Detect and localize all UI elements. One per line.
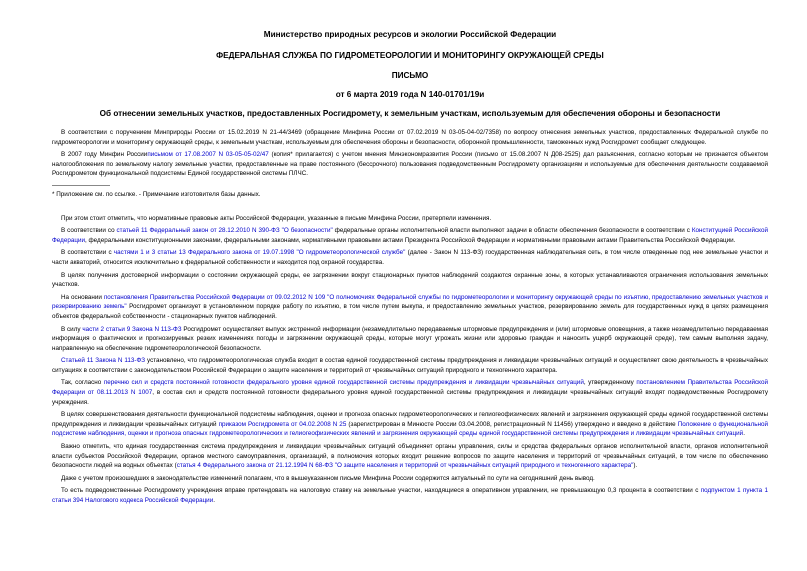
paragraph-7 <box>52 293 768 322</box>
link-law-68-article-4[interactable]: статья 4 Федерального закона от 21.12.1994 N 68-ФЗ "О защите населения и территорий от чрезвычайных ситуаций природного и техногенного характера" <box>176 462 634 470</box>
document-type: ПИСЬМО <box>391 71 429 80</box>
link-tax-code-394[interactable]: подпунктом 1 пункта 1 статьи 394 Налогового кодекса Российской Федерации <box>52 487 769 504</box>
paragraph-9-text-b: установлено, что гидрометеорологическая служба входит в состав единой государственной системы предупреждения и ликвидации чрезвычайных ситуаций и осуществляет свою деятельность в чрезвычайных ситуациях в соответствии с законодательством Российской Федерации о защите населения и территорий от чрезвычайных ситуаций природного и техногенного характера. <box>52 357 768 374</box>
paragraph-6: В целях получения достоверной информации о состоянии окружающей среды, ее загрязнении вокруг стационарных пунктов наблюдений создаются охранные зоны, в которых устанавливаются ограничения использования земельных участков. <box>52 271 768 289</box>
paragraph-9 <box>52 356 768 375</box>
paragraph-10-text-b: , утвержденному <box>583 379 637 387</box>
paragraph-10 <box>52 378 768 407</box>
paragraph-12-text-a: Важно отметить, что единая государственная система предупреждения и ликвидации чрезвычайных ситуаций объединяет органы управления, силы и средства федеральных органов исполнительной власти, органов исполнительной власти субъектов Российской Федерации, органов местного самоуправления, организаций, в полномочия которых входит решение вопросов по защите населения и территорий от чрезвычайных ситуаций, в том числе по обеспечению безопасности людей на водных объектах ( <box>52 443 768 470</box>
document-page <box>52 30 768 509</box>
paragraph-1: В соответствии с поручением Минприроды России от 15.02.2019 N 21-44/3469 (обращение Минфина России от 07.02.2019 N 03-05-04-02/7358) по вопросу отнесения земельных участков, предоставленных Федеральной службе по гидрометеорологии и мониторингу окружающей среды, к земельным участкам, используемым для обеспечения обороны и безопасности, оборонной промышленности, таможенных нужд Росгидромет сообщает следующее. <box>52 129 768 146</box>
link-subsystem-regulation[interactable]: Положение о функциональной подсистеме наблюдения, оценки и прогноза опасных гидрометеорологических и гелиогеофизических явлений и загрязнения окружающей среды единой государственной системы предупреждения и ликвидации чрезвычайных ситуаций <box>52 420 769 438</box>
paragraph-4-text-c: , федеральными конституционными законами, федеральными законами, нормативными правовыми актами Президента Российской Федерации и нормативными правовыми актами Правительства Российской Федерации. <box>84 236 736 244</box>
service-title: ФЕДЕРАЛЬНАЯ СЛУЖБА ПО ГИДРОМЕТЕОРОЛОГИИ И МОНИТОРИНГУ ОКРУЖАЮЩЕЙ СРЕДЫ <box>216 51 604 60</box>
paragraph-11-text-a: В целях совершенствования деятельности функциональной подсистемы наблюдения, оценки и прогноза опасных гидрометеорологических и гелиогеофизических явлений и загрязнения окружающей среды единой государственной системы предупреждения и ликвидации чрезвычайных ситуаций <box>52 411 768 428</box>
link-order-25[interactable]: приказом Росгидромета от 04.02.2008 N 25 <box>218 420 347 428</box>
paragraph-11-text-c: . <box>743 430 745 438</box>
paragraph-5-text-b: (далее - Закон N 113-ФЗ) государственная наблюдательная сеть, в том числе отведенные под нее земельные участки и части акваторий, относится исключительно к федеральной собственности и находится под охраной государства. <box>52 249 768 266</box>
link-forces-list[interactable]: перечню сил и средств постоянной готовности федерального уровня единой государственной системы предупреждения и ликвидации чрезвычайных ситуаций <box>103 379 584 387</box>
link-law-113-article-9[interactable]: части 2 статьи 9 Закона N 113-ФЗ <box>82 325 182 333</box>
paragraph-7-text-b: Росгидромет организует в установленном порядке работу по изъятию, в том числе путем выкупа, и предоставлению земельных участков, резервированию земель для государственных нужд в целях размещения объектов федеральной собственности - стационарных пунктов наблюдений. <box>52 303 768 320</box>
paragraph-8 <box>52 325 768 354</box>
paragraph-11 <box>52 410 768 439</box>
paragraph-14 <box>52 486 768 505</box>
paragraph-10-text-c: , в состав сил и средств постоянной готовности федерального уровня единой государственной системы предупреждения и ликвидации чрезвычайных ситуаций входят подведомственные Росгидромету учреждения. <box>52 389 768 406</box>
link-minfin-letter[interactable]: письмом от 17.08.2007 N 03-05-05-02/47 <box>147 151 269 159</box>
link-law-390[interactable]: статьей 11 Федеральный закон от 28.12.2010 N 390-ФЗ "О безопасности" <box>116 227 333 235</box>
ministry-title: Министерство природных ресурсов и экологии Российской Федерации <box>263 30 557 39</box>
paragraph-2-text-a: В 2007 году Минфин России <box>61 151 148 159</box>
footnote: * Приложение см. по ссылке. - Примечание изготовителя базы данных. <box>52 190 261 198</box>
paragraph-12-text-b: ). <box>633 462 638 470</box>
paragraph-12 <box>52 442 768 471</box>
paragraph-10-text-a: Так, согласно <box>61 379 104 387</box>
link-constitution[interactable]: Конституцией Российской Федерации <box>52 227 768 244</box>
paragraph-2-text-b: (копия* прилагается) с учетом мнения Минэкономразвития России (письмо от 15.08.2007 N Д08-2525) дал разъяснения, согласно которым не признается объектом налогообложения по земельному налогу земельные участки, предоставленные на праве постоянного (бессрочного) пользования подведомственным Росгидромету организациям и используемые для обеспечения деятельности создаваемой Росгидрометом функциональной подсистемы Единой государственной системы ПЛЧС. <box>52 151 768 178</box>
link-law-113-article-11[interactable]: Статьей 11 Закона N 113-ФЗ <box>61 357 146 365</box>
paragraph-11-text-b: (зарегистрирован в Минюсте России 03.04.2008, регистрационный N 11456) утверждено и введено в действие <box>346 420 678 428</box>
paragraph-5-text-a: В соответствии с <box>61 249 114 257</box>
paragraph-2 <box>52 150 768 179</box>
paragraph-4-text-b: федеральные органы исполнительной власти выполняют задачи в области обеспечения безопасности в соответствии с <box>332 227 692 235</box>
paragraph-3: При этом стоит отметить, что нормативные правовые акты Российской Федерации, указанные в письме Минфина России, претерпели изменения. <box>61 214 492 222</box>
paragraph-13: Даже с учетом произошедших в законодательстве изменений полагаем, что в вышеуказанном письме Минфина России содержится актуальный по сути на сегодняшний день вывод. <box>61 474 595 482</box>
paragraph-7-text-a: На основании <box>61 293 104 301</box>
link-law-113-article-13[interactable]: частями 1 и 3 статьи 13 Федерального закона от 19.07.1998 "О гидрометеорологической службе" <box>113 249 406 257</box>
document-subject: Об отнесении земельных участков, предоставленных Росгидромету, к земельным участкам, используемым для обеспечения обороны и безопасности <box>99 109 721 118</box>
paragraph-8-text-b: Росгидромет осуществляет выпуск экстренной информации (незамедлительно передаваемые штормовые предупреждения и (или) штормовые оповещения, а также незамедлительно передаваемая информация о фактических и прогнозируемых резких изменениях погоды и загрязнении окружающей среды, которые могут угрожать жизни или здоровью граждан и наносить ущерб окружающей среде), тем самым выполняя задачу, направленную на обеспечение гидрометеорологической безопасности. <box>52 325 769 352</box>
document-date-number: от 6 марта 2019 года N 140-01701/19и <box>335 90 485 99</box>
paragraph-4 <box>52 226 768 245</box>
paragraph-8-text-a: В силу <box>61 325 83 333</box>
paragraph-14-text-a: То есть подведомственные Росгидромету учреждения вправе претендовать на налоговую ставку на земельные участки, находящиеся в оперативном управлении, не превышающую 0,3 процента в соответствии с <box>61 487 701 495</box>
link-resolution-1007[interactable]: постановлением Правительства Российской Федерации от 08.11.2013 N 1007 <box>52 379 769 397</box>
footnote-divider <box>52 185 110 186</box>
paragraph-5 <box>52 248 768 267</box>
link-resolution-109[interactable]: постановления Правительства Российской Федерации от 09.02.2012 N 109 "О полномочиях Федеральной службы по гидрометеорологии и мониторингу окружающей среды по изъятию, предоставлению земельных участков и резервированию земель" <box>52 293 768 311</box>
paragraph-14-text-b: . <box>213 497 215 504</box>
paragraph-4-text-a: В соответствии со <box>61 227 117 235</box>
